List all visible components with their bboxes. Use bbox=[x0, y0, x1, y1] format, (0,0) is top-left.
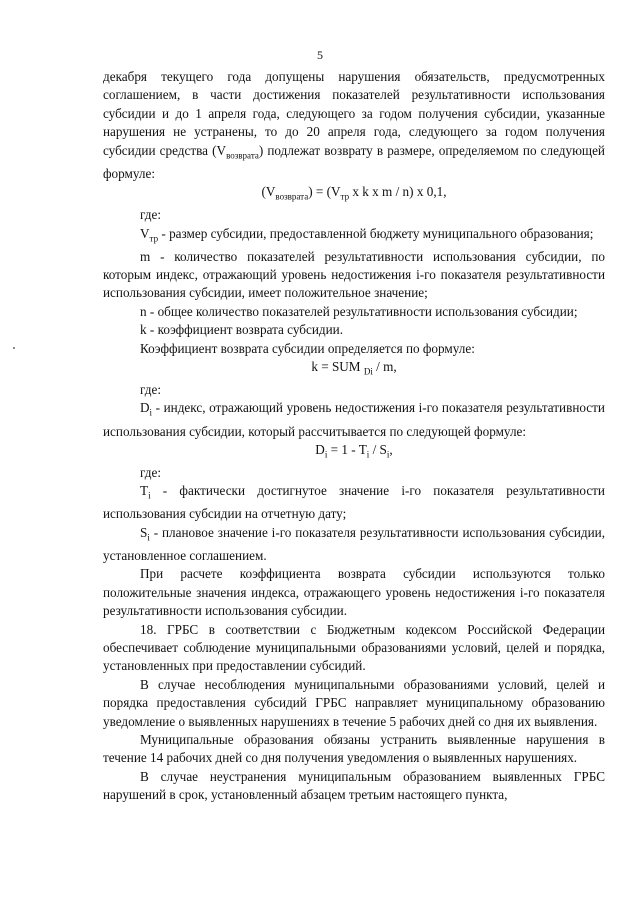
paragraph-refund-condition: декабря текущего года допущены нарушения обязательств, предусмотренных соглашением, в части достижения показателей результативности использования субсидии и до 1 апреля года, следующего за годом получения субсидии, указанные нарушения не устранены, то до 20 апреля года, следующего за годом получения субсидии средства $(V_{возврата})$ подлежат возврату в размере, определяемом по следующей формуле: bbox=[103, 69, 605, 181]
formula-refund: $(V_{возврата}) = (V_{тр}$ x k x m / n) x 0,1, bbox=[261, 184, 447, 202]
page-number: 5 bbox=[317, 48, 323, 62]
where-label-2: где: bbox=[140, 382, 161, 398]
paragraph-18: 18. ГРБС в соответствии с Бюджетным кодексом Российской Федерации обеспечивает соблюдение муниципальными образованиями условий, целей и порядка, установленных при предоставлении субсидий. bbox=[103, 621, 605, 674]
definition-m: m - количество показателей результативности использования субсидии, по которым индекс, отражающий уровень недостижения i-го показателя результативности использования субсидии, имеет положительное значение; bbox=[103, 248, 605, 301]
definition-di: $D_i$ - индекс, отражающий уровень недостижения i-го показателя результативности использования субсидии, который рассчитывается по следующей формуле: bbox=[103, 400, 605, 439]
definition-k: k - коэффициент возврата субсидии. bbox=[140, 322, 343, 338]
definition-si: $S_i$ - плановое значение i-го показателя результативности использования субсидии, установленное соглашением. bbox=[103, 524, 605, 563]
definition-vtr: $V_{тр}$ - размер субсидии, предоставленной бюджету муниципального образования; bbox=[140, 225, 594, 244]
where-label-1: где: bbox=[140, 207, 161, 223]
coefficient-intro: Коэффициент возврата субсидии определяется по формуле: bbox=[140, 340, 475, 356]
formula-index: $D_i = 1 - T_i / S_i$, bbox=[315, 441, 393, 460]
document-body bbox=[103, 68, 605, 805]
scan-dot bbox=[13, 347, 15, 349]
paragraph-nonremedy: В случае неустранения муниципальным образованием выявленных ГРБС нарушений в срок, установленный абзацем третьим настоящего пункта, bbox=[103, 768, 605, 803]
paragraph-obliged: Муниципальные образования обязаны устранить выявленные нарушения в течение 14 рабочих дней со дня получения уведомления о выявленных нарушениях. bbox=[103, 731, 605, 766]
paragraph-noncompliance: В случае несоблюдения муниципальными образованиями условий, целей и порядка предоставления субсидий ГРБС направляет муниципальному образованию уведомление о выявленных нарушениях в течение 5 рабочих дней со дня их выявления. bbox=[103, 676, 605, 729]
where-label-3: где: bbox=[140, 464, 161, 480]
paragraph-positive-values: При расчете коэффициента возврата субсидии используются только положительные значения индекса, отражающего уровень недостижения i-го показателя результативности использования субсидии. bbox=[103, 566, 605, 619]
definition-ti: $T_i$ - фактически достигнутое значение i-го показателя результативности использования субсидии на отчетную дату; bbox=[103, 483, 605, 522]
definition-n: n - общее количество показателей результативности использования субсидии; bbox=[140, 303, 578, 319]
formula-coefficient: k = SUM $_{Di}$ / m, bbox=[311, 359, 397, 377]
